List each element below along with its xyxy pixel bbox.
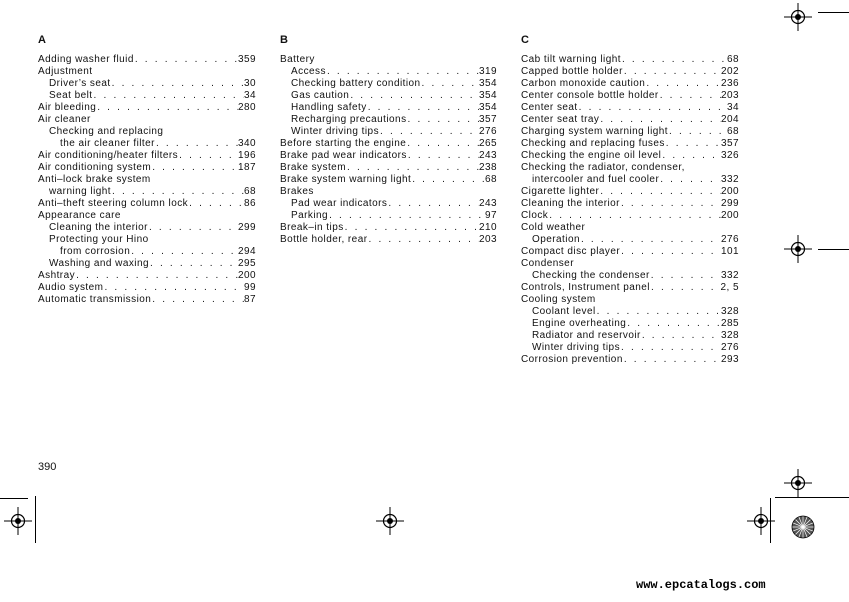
dot-leader bbox=[346, 162, 479, 174]
dot-leader bbox=[599, 186, 721, 198]
index-entry bbox=[521, 330, 739, 342]
index-entries-a bbox=[38, 54, 256, 306]
trim-line bbox=[818, 249, 849, 250]
color-rosette-icon bbox=[791, 515, 815, 539]
entry-page: 293 bbox=[720, 354, 739, 365]
index-entry bbox=[521, 78, 739, 90]
entry-text: Anti–lock brake system bbox=[38, 174, 151, 185]
entry-text: Coolant level bbox=[532, 306, 596, 317]
entry-page: 359 bbox=[237, 54, 256, 65]
trim-line bbox=[0, 498, 28, 499]
trim-line bbox=[775, 497, 849, 498]
section-letter-b: B bbox=[280, 34, 288, 46]
entry-text: Center seat tray bbox=[521, 114, 600, 125]
dot-leader bbox=[599, 114, 721, 126]
entry-text: Checking and replacing fuses bbox=[521, 138, 665, 149]
entry-page: 243 bbox=[478, 198, 497, 209]
dot-leader bbox=[623, 354, 721, 366]
entry-page: 30 bbox=[243, 78, 256, 89]
entry-page: 34 bbox=[243, 90, 256, 101]
index-entry bbox=[521, 234, 739, 246]
entry-page: 280 bbox=[237, 102, 256, 113]
entry-page: 243 bbox=[478, 150, 497, 161]
entry-text: Parking bbox=[291, 210, 329, 221]
entry-page: 265 bbox=[478, 138, 497, 149]
entry-page: 354 bbox=[478, 78, 497, 89]
entry-page: 238 bbox=[478, 162, 497, 173]
entry-text: Cleaning the interior bbox=[521, 198, 620, 209]
dot-leader bbox=[407, 114, 479, 126]
index-entry bbox=[521, 174, 739, 186]
index-entry bbox=[280, 150, 497, 162]
entry-page: 328 bbox=[720, 330, 739, 341]
index-entry bbox=[521, 126, 739, 138]
entry-text: Cooling system bbox=[521, 294, 596, 305]
index-entry bbox=[521, 222, 739, 234]
index-entry bbox=[280, 102, 497, 114]
index-entry bbox=[38, 210, 256, 222]
dot-leader bbox=[620, 342, 721, 354]
index-entry bbox=[38, 174, 256, 186]
index-entry bbox=[521, 162, 739, 174]
index-entry bbox=[521, 138, 739, 150]
dot-leader bbox=[421, 78, 479, 90]
entry-text: Handling safety bbox=[291, 102, 367, 113]
entry-page: 299 bbox=[720, 198, 739, 209]
entry-text: Air conditioning/heater filters bbox=[38, 150, 179, 161]
entry-text: Air cleaner bbox=[38, 114, 91, 125]
dot-leader bbox=[659, 174, 721, 186]
entry-page: 200 bbox=[720, 210, 739, 221]
entry-text: Controls, Instrument panel bbox=[521, 282, 650, 293]
entry-page: 187 bbox=[237, 162, 256, 173]
entry-text: Cleaning the interior bbox=[49, 222, 148, 233]
registration-mark-icon bbox=[4, 507, 32, 535]
watermark: www.epcatalogs.com bbox=[636, 578, 766, 592]
dot-leader bbox=[645, 78, 721, 90]
entry-text: Anti–theft steering column lock bbox=[38, 198, 189, 209]
entry-page: 203 bbox=[720, 90, 739, 101]
dot-leader bbox=[641, 330, 721, 342]
index-entry bbox=[521, 318, 739, 330]
entry-page: 204 bbox=[720, 114, 739, 125]
index-entry bbox=[38, 66, 256, 78]
index-entry bbox=[280, 54, 497, 66]
entry-text: Checking and replacing bbox=[49, 126, 164, 137]
index-entry bbox=[521, 66, 739, 78]
dot-leader bbox=[407, 150, 479, 162]
index-entry bbox=[38, 294, 256, 306]
index-entry bbox=[521, 270, 739, 282]
dot-leader bbox=[178, 150, 238, 162]
entry-page: 99 bbox=[243, 282, 256, 293]
index-entry bbox=[38, 150, 256, 162]
dot-leader bbox=[406, 138, 479, 150]
index-entry bbox=[521, 306, 739, 318]
index-entry bbox=[38, 246, 256, 258]
entry-text: Adjustment bbox=[38, 66, 93, 77]
dot-leader bbox=[344, 222, 479, 234]
entry-text: Checking battery condition bbox=[291, 78, 421, 89]
index-column-c bbox=[521, 34, 739, 366]
dot-leader bbox=[650, 270, 721, 282]
dot-leader bbox=[387, 198, 479, 210]
entry-text: Engine overheating bbox=[532, 318, 627, 329]
entry-text: Brake system warning light bbox=[280, 174, 412, 185]
index-entry bbox=[521, 114, 739, 126]
entry-text: Checking the radiator, condenser, bbox=[521, 162, 685, 173]
index-entry bbox=[280, 222, 497, 234]
index-entry bbox=[280, 174, 497, 186]
index-entry bbox=[38, 102, 256, 114]
entry-text: Battery bbox=[280, 54, 315, 65]
index-entry bbox=[521, 198, 739, 210]
entry-page: 200 bbox=[237, 270, 256, 281]
entry-page: 328 bbox=[720, 306, 739, 317]
registration-mark-icon bbox=[784, 3, 812, 31]
dot-leader bbox=[578, 102, 727, 114]
entry-page: 276 bbox=[478, 126, 497, 137]
section-letter-a: A bbox=[38, 34, 46, 46]
index-entry bbox=[280, 162, 497, 174]
entry-page: 203 bbox=[478, 234, 497, 245]
entry-page: 2, 5 bbox=[720, 282, 739, 293]
index-entry bbox=[38, 258, 256, 270]
entry-page: 68 bbox=[726, 54, 739, 65]
entry-text: Access bbox=[291, 66, 326, 77]
dot-leader bbox=[623, 66, 721, 78]
index-column-a bbox=[38, 34, 256, 306]
index-entries-c bbox=[521, 54, 739, 366]
index-entry bbox=[280, 78, 497, 90]
dot-leader bbox=[148, 222, 238, 234]
entry-text: Winter driving tips bbox=[291, 126, 380, 137]
index-entry bbox=[521, 210, 739, 222]
index-entry bbox=[280, 126, 497, 138]
index-entry bbox=[521, 150, 739, 162]
entry-text: Compact disc player bbox=[521, 246, 621, 257]
entry-text: Clock bbox=[521, 210, 549, 221]
entry-page: 319 bbox=[478, 66, 497, 77]
index-entry bbox=[38, 282, 256, 294]
entry-page: 299 bbox=[237, 222, 256, 233]
index-entry bbox=[38, 270, 256, 282]
index-entry bbox=[38, 186, 256, 198]
index-entry bbox=[280, 234, 497, 246]
dot-leader bbox=[668, 126, 727, 138]
entry-page: 68 bbox=[484, 174, 497, 185]
index-entry bbox=[521, 342, 739, 354]
page-number: 390 bbox=[38, 461, 57, 473]
index-entry bbox=[280, 114, 497, 126]
dot-leader bbox=[349, 90, 479, 102]
dot-leader bbox=[548, 210, 721, 222]
entry-text: Automatic transmission bbox=[38, 294, 152, 305]
entry-page: 97 bbox=[484, 210, 497, 221]
entry-text: Pad wear indicators bbox=[291, 198, 388, 209]
index-entry bbox=[521, 246, 739, 258]
index-entry bbox=[38, 234, 256, 246]
entry-page: 276 bbox=[720, 234, 739, 245]
entry-text: Cold weather bbox=[521, 222, 586, 233]
dot-leader bbox=[130, 246, 238, 258]
dot-leader bbox=[111, 186, 244, 198]
dot-leader bbox=[188, 198, 244, 210]
entry-page: 354 bbox=[478, 90, 497, 101]
entry-text: Charging system warning light bbox=[521, 126, 669, 137]
entry-text: Checking the engine oil level bbox=[521, 150, 662, 161]
trim-line bbox=[770, 498, 771, 543]
index-column-b bbox=[280, 34, 497, 246]
entry-page: 357 bbox=[720, 138, 739, 149]
dot-leader bbox=[328, 210, 485, 222]
index-entry bbox=[38, 78, 256, 90]
index-entry bbox=[280, 138, 497, 150]
entry-text: from corrosion bbox=[60, 246, 131, 257]
index-entry bbox=[38, 138, 256, 150]
index-entry bbox=[38, 222, 256, 234]
dot-leader bbox=[103, 282, 244, 294]
entry-text: intercooler and fuel cooler bbox=[532, 174, 660, 185]
entry-text: Center seat bbox=[521, 102, 578, 113]
entry-text: Air conditioning system bbox=[38, 162, 152, 173]
index-entry bbox=[38, 114, 256, 126]
dot-leader bbox=[149, 258, 238, 270]
entry-text: Condenser bbox=[521, 258, 574, 269]
entry-page: 34 bbox=[726, 102, 739, 113]
index-entry bbox=[280, 90, 497, 102]
entry-text: Before starting the engine bbox=[280, 138, 407, 149]
section-letter-c: C bbox=[521, 34, 529, 46]
dot-leader bbox=[665, 138, 721, 150]
index-entry bbox=[521, 354, 739, 366]
entry-page: 87 bbox=[243, 294, 256, 305]
entry-text: Ashtray bbox=[38, 270, 76, 281]
dot-leader bbox=[367, 102, 479, 114]
entry-text: Checking the condenser bbox=[532, 270, 650, 281]
entry-page: 202 bbox=[720, 66, 739, 77]
entry-text: Operation bbox=[532, 234, 580, 245]
registration-mark-icon bbox=[376, 507, 404, 535]
entry-page: 294 bbox=[237, 246, 256, 257]
entry-text: Air bleeding bbox=[38, 102, 97, 113]
dot-leader bbox=[621, 54, 727, 66]
entry-page: 295 bbox=[237, 258, 256, 269]
index-entry bbox=[521, 186, 739, 198]
entry-page: 285 bbox=[720, 318, 739, 329]
dot-leader bbox=[650, 282, 721, 294]
entry-page: 200 bbox=[720, 186, 739, 197]
index-entry bbox=[280, 186, 497, 198]
entry-text: Radiator and reservoir bbox=[532, 330, 641, 341]
entry-page: 332 bbox=[720, 270, 739, 281]
entry-text: Winter driving tips bbox=[532, 342, 621, 353]
index-entry bbox=[38, 54, 256, 66]
index-entry bbox=[521, 102, 739, 114]
index-entry bbox=[280, 198, 497, 210]
entry-text: Gas caution bbox=[291, 90, 350, 101]
dot-leader bbox=[111, 78, 244, 90]
entry-page: 354 bbox=[478, 102, 497, 113]
index-entry bbox=[521, 294, 739, 306]
entry-page: 196 bbox=[237, 150, 256, 161]
index-entry bbox=[521, 54, 739, 66]
dot-leader bbox=[411, 174, 485, 186]
trim-line bbox=[818, 12, 849, 13]
entry-text: Bottle holder, rear bbox=[280, 234, 368, 245]
index-entry bbox=[280, 210, 497, 222]
entry-text: Center console bottle holder bbox=[521, 90, 659, 101]
dot-leader bbox=[134, 54, 238, 66]
dot-leader bbox=[659, 90, 721, 102]
entry-page: 276 bbox=[720, 342, 739, 353]
entry-page: 236 bbox=[720, 78, 739, 89]
entry-text: Adding washer fluid bbox=[38, 54, 134, 65]
entry-text: Driver’s seat bbox=[49, 78, 111, 89]
index-entry bbox=[38, 126, 256, 138]
entry-text: Washing and waxing bbox=[49, 258, 150, 269]
entry-page: 68 bbox=[243, 186, 256, 197]
entry-page: 332 bbox=[720, 174, 739, 185]
index-entry bbox=[521, 258, 739, 270]
dot-leader bbox=[661, 150, 721, 162]
dot-leader bbox=[155, 138, 238, 150]
entry-page: 357 bbox=[478, 114, 497, 125]
trim-line bbox=[35, 496, 36, 543]
entry-text: Carbon monoxide caution bbox=[521, 78, 646, 89]
index-entry bbox=[521, 90, 739, 102]
entry-text: Cigarette lighter bbox=[521, 186, 600, 197]
dot-leader bbox=[93, 90, 244, 102]
entry-page: 68 bbox=[726, 126, 739, 137]
entry-text: Appearance care bbox=[38, 210, 121, 221]
entry-text: Cab tilt warning light bbox=[521, 54, 621, 65]
entry-text: Audio system bbox=[38, 282, 104, 293]
index-entry bbox=[521, 282, 739, 294]
entry-text: the air cleaner filter bbox=[60, 138, 155, 149]
entry-text: Recharging precautions bbox=[291, 114, 407, 125]
entry-text: Brakes bbox=[280, 186, 314, 197]
index-entry bbox=[38, 162, 256, 174]
entry-text: Brake pad wear indicators bbox=[280, 150, 407, 161]
entry-page: 210 bbox=[478, 222, 497, 233]
entry-text: warning light bbox=[49, 186, 111, 197]
registration-mark-icon bbox=[784, 469, 812, 497]
dot-leader bbox=[326, 66, 479, 78]
entry-text: Corrosion prevention bbox=[521, 354, 623, 365]
index-entry bbox=[280, 66, 497, 78]
dot-leader bbox=[96, 102, 238, 114]
entry-text: Capped bottle holder bbox=[521, 66, 623, 77]
entry-page: 101 bbox=[720, 246, 739, 257]
dot-leader bbox=[596, 306, 721, 318]
dot-leader bbox=[626, 318, 721, 330]
entry-page: 340 bbox=[237, 138, 256, 149]
index-entry bbox=[38, 198, 256, 210]
dot-leader bbox=[368, 234, 479, 246]
dot-leader bbox=[620, 198, 721, 210]
dot-leader bbox=[151, 162, 238, 174]
entry-text: Break–in tips bbox=[280, 222, 344, 233]
entry-page: 86 bbox=[243, 198, 256, 209]
entry-text: Brake system bbox=[280, 162, 346, 173]
dot-leader bbox=[620, 246, 721, 258]
index-entries-b bbox=[280, 54, 497, 246]
dot-leader bbox=[151, 294, 244, 306]
index-entry bbox=[38, 90, 256, 102]
entry-page: 326 bbox=[720, 150, 739, 161]
entry-text: Seat belt bbox=[49, 90, 93, 101]
registration-mark-icon bbox=[784, 235, 812, 263]
dot-leader bbox=[75, 270, 238, 282]
dot-leader bbox=[580, 234, 721, 246]
dot-leader bbox=[379, 126, 479, 138]
entry-text: Protecting your Hino bbox=[49, 234, 149, 245]
